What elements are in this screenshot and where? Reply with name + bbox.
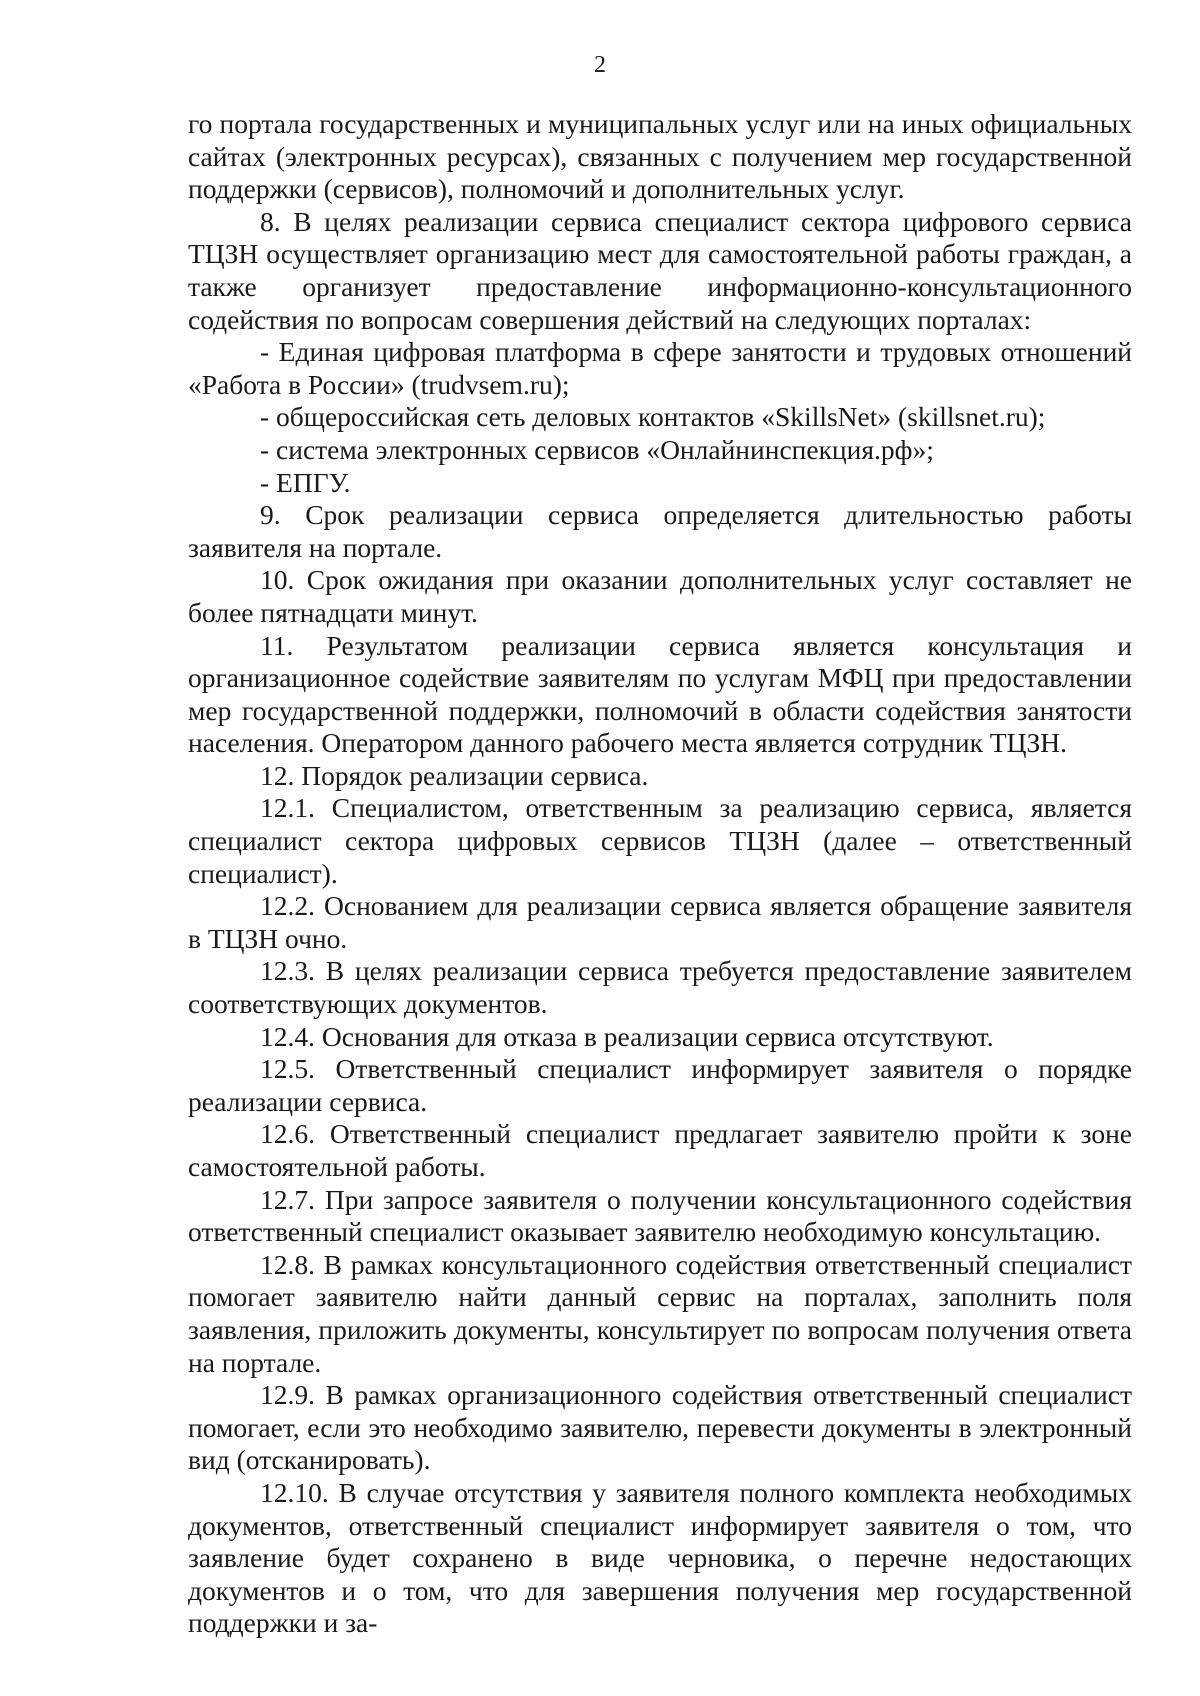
paragraph-item-12-8: 12.8. В рамках консультационного содействия ответственный специалист помогает заявителю найти данный сервис на порталах, заполнить поля заявления, приложить документы, консультирует по вопросам получения ответа на портале.: [188, 1248, 1132, 1378]
paragraph-item-12-9: 12.9. В рамках организационного содействия ответственный специалист помогает, если это необходимо заявителю, перевести документы в электронный вид (отсканировать).: [188, 1379, 1132, 1476]
paragraph-continuation: го портала государственных и муниципальных услуг или на иных официальных сайтах (электронных ресурсах), связанных с получением мер государственной поддержки (сервисов), полномочий и дополнительных услуг.: [188, 108, 1132, 205]
paragraph-item-12-10: 12.10. В случае отсутствия у заявителя полного комплекта необходимых документов, ответственный специалист информирует заявителя о том, что заявление будет сохранено в виде черновика, о перечне недостающих документов и о том, что для завершения получения мер государственной поддержки и за-: [188, 1476, 1132, 1639]
paragraph-item-12-5: 12.5. Ответственный специалист информирует заявителя о порядке реализации сервиса.: [188, 1053, 1132, 1117]
paragraph-item-12-1: 12.1. Специалистом, ответственным за реализацию сервиса, является специалист сектора цифровых сервисов ТЦЗН (далее – ответственный специалист).: [188, 792, 1132, 889]
paragraph-item-8: 8. В целях реализации сервиса специалист сектора цифрового сервиса ТЦЗН осуществляет организацию мест для самостоятельной работы граждан, а также организует предоставление информационно-консультационного содействия по вопросам совершения действий на следующих порталах:: [188, 205, 1132, 335]
list-item-portal-trudvsem: - Единая цифровая платформа в сфере занятости и трудовых отношений «Работа в России» (trudvsem.ru);: [188, 336, 1132, 400]
paragraph-item-12: 12. Порядок реализации сервиса.: [260, 759, 649, 791]
paragraph-item-10: 10. Срок ожидания при оказании дополнительных услуг составляет не более пятнадцати минут.: [188, 564, 1132, 628]
page-number: 2: [594, 52, 606, 78]
document-body: [188, 108, 1132, 1640]
list-item-portal-onlineinspection: - система электронных сервисов «Онлайнинспекция.рф»;: [260, 433, 934, 465]
paragraph-item-12-7: 12.7. При запросе заявителя о получении консультационного содействия ответственный специалист оказывает заявителю необходимую консультацию.: [188, 1183, 1132, 1248]
list-item-portal-skillsnet: - общероссийская сеть деловых контактов «SkillsNet» (skillsnet.ru);: [260, 401, 1046, 433]
paragraph-item-12-4: 12.4. Основания для отказа в реализации сервиса отсутствуют.: [260, 1020, 994, 1052]
paragraph-item-12-3: 12.3. В целях реализации сервиса требуется предоставление заявителем соответствующих документов.: [188, 955, 1132, 1020]
list-item-portal-epgu: - ЕПГУ.: [260, 466, 351, 498]
paragraph-item-12-6: 12.6. Ответственный специалист предлагает заявителю пройти к зоне самостоятельной работы.: [188, 1118, 1132, 1182]
paragraph-item-9: 9. Срок реализации сервиса определяется длительностью работы заявителя на портале.: [188, 499, 1132, 563]
paragraph-item-11: 11. Результатом реализации сервиса является консультация и организационное содействие заявителям по услугам МФЦ при предоставлении мер государственной поддержки, полномочий в области содействия занятости населения. Оператором данного рабочего места является сотрудник ТЦЗН.: [188, 629, 1132, 759]
paragraph-item-12-2: 12.2. Основанием для реализации сервиса является обращение заявителя в ТЦЗН очно.: [188, 890, 1132, 954]
